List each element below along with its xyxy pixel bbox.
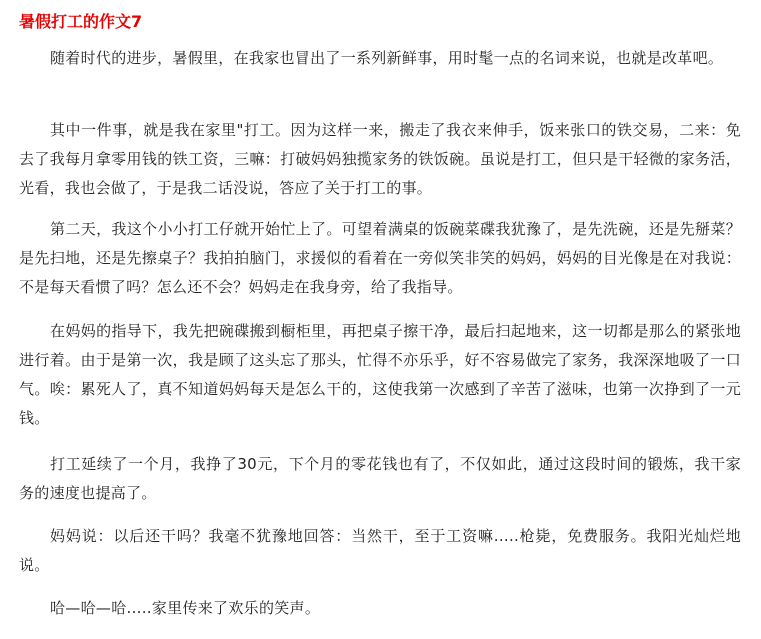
paragraph-7: 哈—哈—哈.....家里传来了欢乐的笑声。	[50, 599, 321, 617]
paragraph-1: 随着时代的进步，暑假里，在我家也冒出了一系列新鲜事，用时髦一点的名词来说，也就是改革吧。	[50, 49, 724, 67]
paragraph-2: 其中一件事，就是我在家里"打工。因为这样一来，搬走了我衣来伸手，饭来张口的铁交易，二来：免去了我每月拿零用钱的铁工资，三嘛：打破妈妈独揽家务的铁饭碗。虽说是打工，但只是干轻微的家务活，光看，我也会做了，于是我二话没说，答应了关于打工的事。	[19, 121, 741, 197]
paragraph-6: 妈妈说：以后还干吗？我毫不犹豫地回答：当然干，至于工资嘛.....枪毙，免费服务。我阳光灿烂地说。	[19, 527, 741, 574]
paragraph-5: 打工延续了一个月，我挣了30元，下个月的零花钱也有了，不仅如此，通过这段时间的锻炼，我干家务的速度也提高了。	[19, 455, 741, 502]
paragraph-4: 在妈妈的指导下，我先把碗碟搬到橱柜里，再把桌子擦干净，最后扫起地来，这一切都是那么的紧张地进行着。由于是第一次，我是顾了这头忘了那头，忙得不亦乐乎，好不容易做完了家务，我深深地吸了一口气。唉：累死人了，真不知道妈妈每天是怎么干的，这使我第一次感到了辛苦了滋味，也第一次挣到了一元钱。	[19, 322, 741, 427]
article-title: 暑假打工的作文7	[19, 12, 143, 31]
paragraph-3: 第二天，我这个小小打工仔就开始忙上了。可望着满桌的饭碗菜碟我犹豫了，是先洗碗，还是先掰菜？是先扫地，还是先擦桌子？我拍拍脑门，求援似的看着在一旁似笑非笑的妈妈，妈妈的目光像是在对我说：不是每天看惯了吗？怎么还不会？妈妈走在我身旁，给了我指导。	[19, 220, 741, 296]
